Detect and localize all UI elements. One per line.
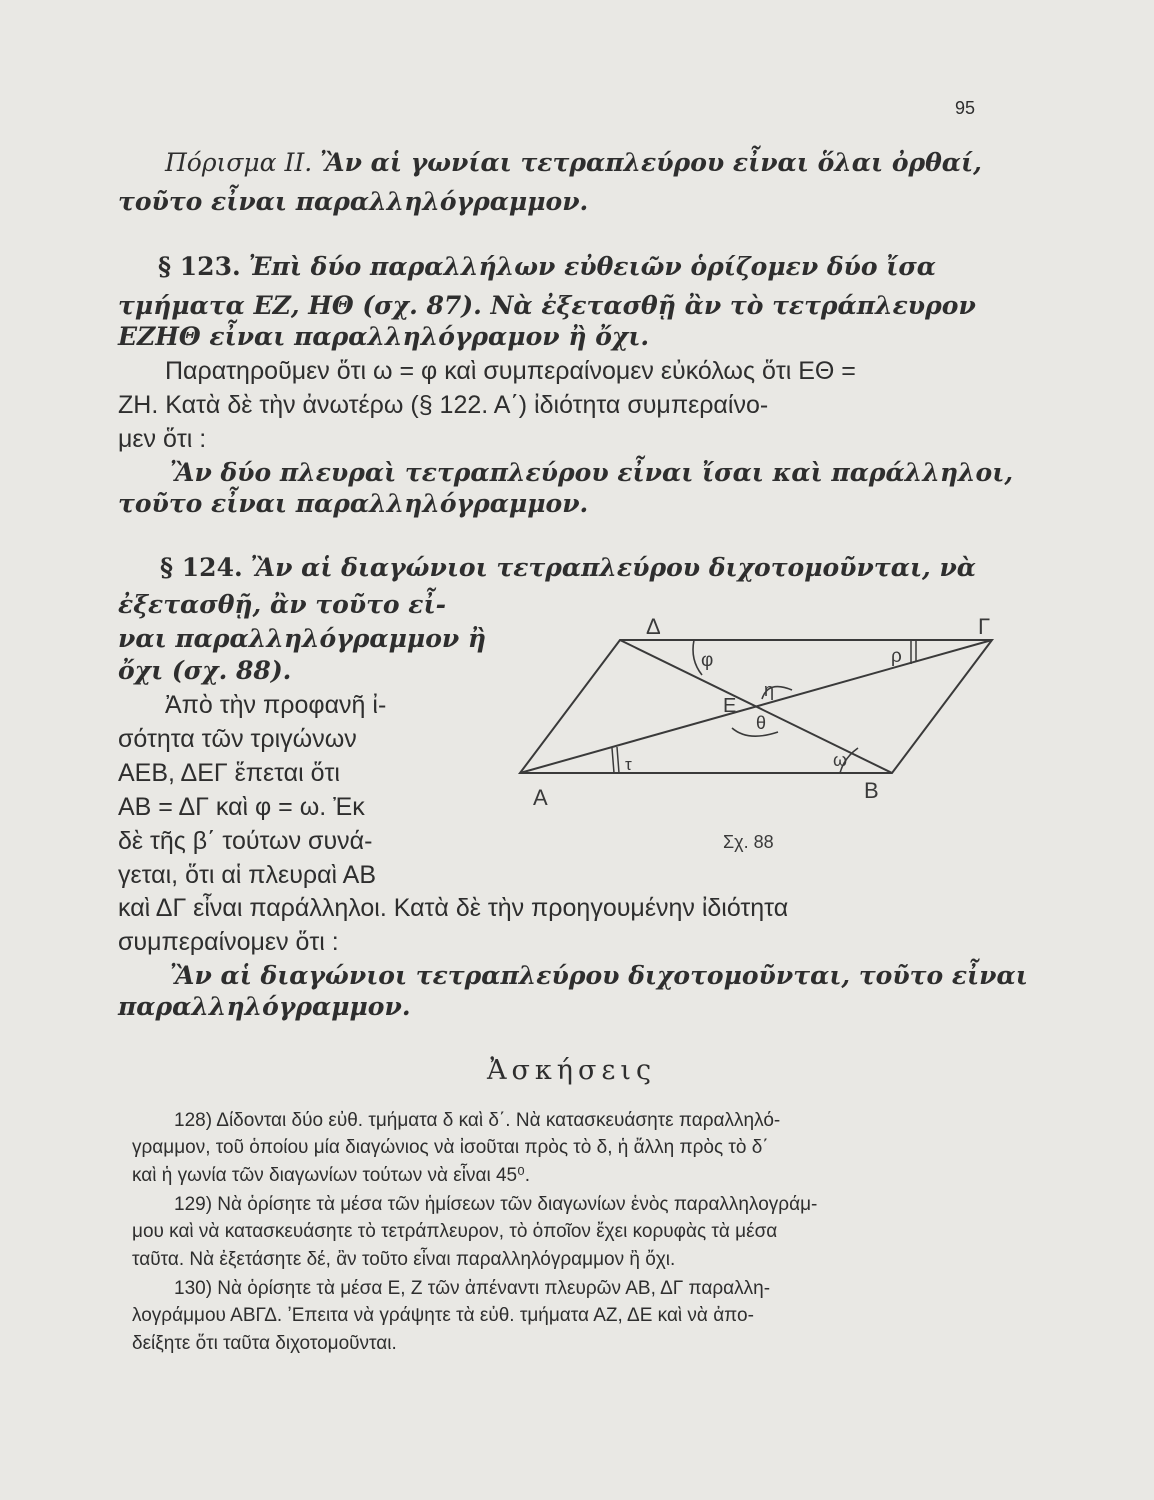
label-delta: Δ — [646, 614, 661, 639]
label-omega: ω — [833, 750, 848, 770]
porisma-statement: Ἂν αἱ γωνίαι τετραπλεύρου εἶναι ὅλαι ὀρθαί, — [320, 148, 982, 177]
label-beta: Β — [864, 778, 879, 803]
s124-number: § 124. — [160, 553, 243, 582]
exercise-129 — [132, 1191, 1012, 1273]
porisma-label: Πόρισμα ΙΙ. — [165, 148, 313, 177]
s124-body-line: γεται, ὅτι αἱ πλευραὶ ΑΒ — [118, 861, 377, 889]
exercise-line: ταῦτα. Νὰ ἐξετάσητε δέ, ἂν τοῦτο εἶναι παραλληλόγραμμον ἢ ὄχι. — [132, 1248, 676, 1270]
s123-conclusion-line-2: τοῦτο εἶναι παραλληλόγραμμον. — [118, 489, 589, 518]
s124-body-line-last: συμπεραίνομεν ὅτι : — [118, 928, 339, 956]
s124-body-line: Ἀπὸ τὴν προφανῆ ἰ- — [165, 691, 387, 719]
angle-mark-tau-1 — [612, 748, 614, 773]
s124-body-line: ΑΒ = ΔΓ καὶ φ = ω. Ἐκ — [118, 793, 365, 821]
s124-conclusion-line-1: Ἂν αἱ διαγώνιοι τετραπλεύρου διχοτομοῦνται, τοῦτο εἶναι — [170, 961, 1028, 990]
s124-body-line: δὲ τῆς β΄ τούτων συνά- — [118, 827, 373, 855]
exercise-line: 129) Νὰ ὁρίσητε τὰ μέσα τῶν ἡμίσεων τῶν διαγωνίων ἑνὸς παραλληλογράμ- — [174, 1194, 818, 1215]
s123-conclusion-line-1: Ἂν δύο πλευραὶ τετραπλεύρου εἶναι ἴσαι καὶ παράλληλοι, — [170, 458, 1014, 487]
label-phi: φ — [701, 650, 714, 671]
s124-statement-line-4: ὄχι (σχ. 88). — [118, 656, 292, 685]
exercise-line: δείξητε ὅτι ταῦτα διχοτομοῦνται. — [132, 1332, 397, 1354]
s124-statement-line-3: ναι παραλληλόγραμμον ἢ — [118, 624, 487, 653]
exercise-130 — [132, 1275, 1012, 1357]
s123-heading-line — [158, 252, 936, 282]
label-rho: ρ — [891, 646, 902, 667]
s124-conclusion-line-2: παραλληλόγραμμον. — [118, 992, 411, 1021]
s124-statement-line-2: ἐξετασθῇ, ἂν τοῦτο εἶ- — [118, 590, 446, 619]
s123-statement-line-2: τμήματα ΕΖ, ΗΘ (σχ. 87). Νὰ ἐξετασθῇ ἂν τὸ τετράπλευρον — [118, 291, 976, 320]
exercise-line: 128) Δίδονται δύο εὐθ. τμήματα δ καὶ δ΄. Νὰ κατασκευάσητε παραλληλό- — [174, 1110, 781, 1131]
label-theta: θ — [756, 713, 767, 733]
s124-body-line: ΑΕΒ, ΔΕΓ ἕπεται ὅτι — [118, 759, 340, 787]
label-e: Ε — [723, 695, 737, 717]
s123-number: § 123. — [158, 252, 241, 281]
s124-statement-start: Ἂν αἱ διαγώνιοι τετραπλεύρου διχοτομοῦνται, νὰ — [250, 553, 977, 582]
porisma-line-2: τοῦτο εἶναι παραλληλόγραμμον. — [118, 187, 589, 216]
figure-caption: Σχ. 88 — [723, 832, 774, 852]
exercise-line: καὶ ἡ γωνία τῶν διαγωνίων τούτων νὰ εἶναι 45⁰. — [132, 1164, 530, 1186]
porisma-line-1 — [165, 148, 982, 178]
page-number: 95 — [955, 98, 976, 118]
s124-heading-line — [160, 553, 976, 583]
s123-statement-line-3: ΕΖΗΘ εἶναι παραλληλόγραμον ἢ ὄχι. — [118, 322, 650, 351]
angle-mark-tau-2 — [617, 747, 619, 773]
exercises-title: Ἀσκήσεις — [487, 1055, 657, 1086]
s123-body-line-3: μεν ὅτι : — [118, 425, 207, 453]
s123-body-line-1: Παρατηροῦμεν ὅτι ω = φ καὶ συμπεραίνομεν εὐκόλως ὅτι ΕΘ = — [165, 357, 856, 385]
angle-arc-theta — [732, 728, 778, 736]
exercise-line: 130) Νὰ ὁρίσητε τὰ μέσα Ε, Ζ τῶν ἀπέναντι πλευρῶν ΑΒ, ΔΓ παραλλη- — [174, 1278, 771, 1299]
exercise-line: γραμμον, τοῦ ὁποίου μία διαγώνιος νὰ ἰσοῦται πρὸς τὸ δ, ἡ ἄλλη πρὸς τὸ δ΄ — [132, 1137, 769, 1159]
parallelogram-figure — [500, 600, 1010, 860]
s124-body-line-full: καὶ ΔΓ εἶναι παράλληλοι. Κατὰ δὲ τὴν προηγουμένην ἰδιότητα — [118, 894, 789, 922]
s123-body-line-2: ΖΗ. Κατὰ δὲ τὴν ἀνωτέρω (§ 122. Α΄) ἰδιότητα συμπεραίνο- — [118, 391, 769, 419]
exercise-line: μου καὶ νὰ κατασκευάσητε τὸ τετράπλευρον, τὸ ὁποῖον ἔχει κορυφὰς τὰ μέσα — [132, 1221, 778, 1243]
label-tau: τ — [625, 755, 632, 774]
exercise-line: λογράμμου ΑΒΓΔ. ʼΕπειτα νὰ γράψητε τὰ εὐθ. τμήματα ΑΖ, ΔΕ καὶ νὰ ἀπο- — [132, 1305, 754, 1327]
label-eta: η — [764, 680, 775, 700]
s124-body-line: σότητα τῶν τριγώνων — [118, 725, 357, 753]
label-alpha: Α — [533, 785, 548, 810]
s123-statement-start: Ἐπὶ δύο παραλλήλων εὐθειῶν ὁρίζομεν δύο ἴσα — [248, 252, 937, 281]
exercise-128 — [132, 1107, 1012, 1189]
label-gamma: Γ — [978, 614, 991, 639]
